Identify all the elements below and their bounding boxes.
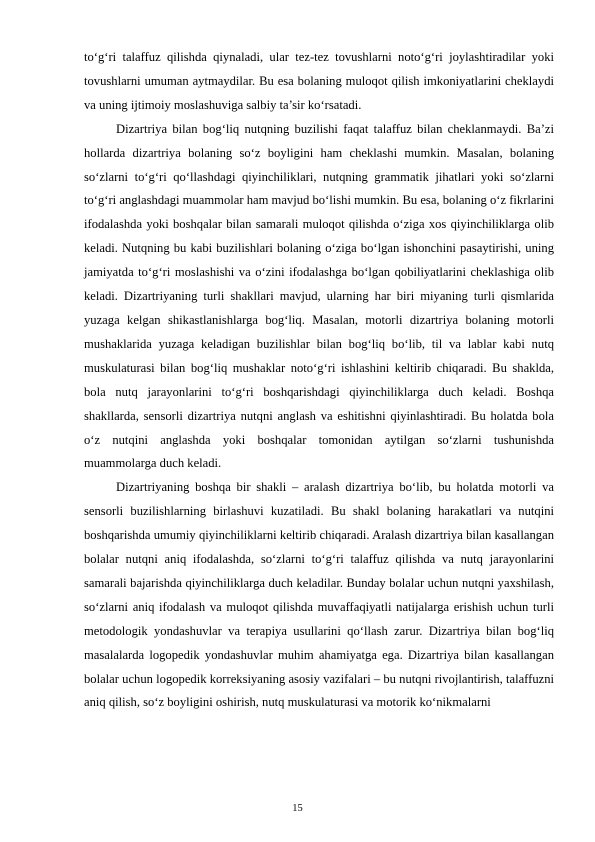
paragraph-continued: to‘g‘ri talaffuz qilishda qiynaladi, ular tez-tez tovushlarni noto‘g‘ri joylashtiradilar yoki tovushlarni umuman aytmaydilar. Bu esa bolaning muloqot qilish imkoniyatlarini cheklaydi va uning ijtimoiy moslashuviga salbiy ta’sir ko‘rsatadi.: [84, 50, 554, 112]
paragraph-mixed-dizartriya: Dizartriyaning boshqa bir shakli – aralash dizartriya bo‘lib, bu holatda motorli va sensorli buzilishlarning birlashuvi kuzatiladi. Bu shakl bolaning harakatlari va nutqini boshqarishda umumiy qiyinchiliklarni keltirib chiqaradi. Aralash dizartriya bilan kasallangan bolalar nutqni aniq ifodalashda, so‘zlarni to‘g‘ri talaffuz qilishda va nutq jarayonlarini samarali bajarishda qiyinchiliklarga duch keladilar. Bunday bolalar uchun nutqni yaxshilash, so‘zlarni aniq ifodalash va muloqot qilishda muvaffaqiyatli natijalarga erishish uchun turli metodologik yondashuvlar va terapiya usullarini qo‘llash zarur. Dizartriya bilan bog‘liq masalalarda logopedik yondashuvlar muhim ahamiyatga ega. Dizartriya bilan kasallangan bolalar uchun logopedik korreksiyaning asosiy vazifalari – bu nutqni rivojlantirish, talaffuzni aniq qilish, so‘z boyligini oshirish, nutq muskulaturasi va motorik ko‘nikmalarni: [84, 480, 554, 710]
paragraph-dizartriya-limits: Dizartriya bilan bog‘liq nutqning buzilishi faqat talaffuz bilan cheklanmaydi. Ba’zi hollarda dizartriya bolaning so‘z boyligini ham cheklashi mumkin. Masalan, bolaning so‘zlarni to‘g‘ri qo‘llashdagi qiyinchiliklari, nutqning grammatik jihatlari yoki so‘zlarni to‘g‘ri anglashdagi muammolar ham mavjud bo‘lishi mumkin. Bu esa, bolaning o‘z fikrlarini ifodalashda yoki boshqalar bilan samarali muloqot qilishda o‘ziga xos qiyinchiliklarga olib keladi. Nutqning bu kabi buzilishlari bolaning o‘ziga bo‘lgan ishonchini pasaytirishi, uning jamiyatda to‘g‘ri moslashishi va o‘zini ifodalashga bo‘lgan qobiliyatlarini cheklashiga olib keladi. Dizartriyaning turli shakllari mavjud, ularning har biri miyaning turli qismlarida yuzaga kelgan shikastlanishlarga bog‘liq. Masalan, motorli dizartriya bolaning motorli mushaklarida yuzaga keladigan buzilishlar bilan bog‘liq bo‘lib, til va lablar kabi nutq muskulaturasi bilan bog‘liq mushaklar noto‘g‘ri ishlashini keltirib chiqaradi. Bu shaklda, bola nutq jarayonlarini to‘g‘ri boshqarishdagi qiyinchiliklarga duch keladi. Boshqa shakllarda, sensorli dizartriya nutqni anglash va eshitishni qiyinlashtiradi. Bu holatda bola o‘z nutqini anglashda yoki boshqalar tomonidan aytilgan so‘zlarni tushunishda muammolarga duch keladi.: [84, 121, 554, 471]
body-text: [84, 46, 554, 715]
page-number: 15: [292, 803, 303, 814]
